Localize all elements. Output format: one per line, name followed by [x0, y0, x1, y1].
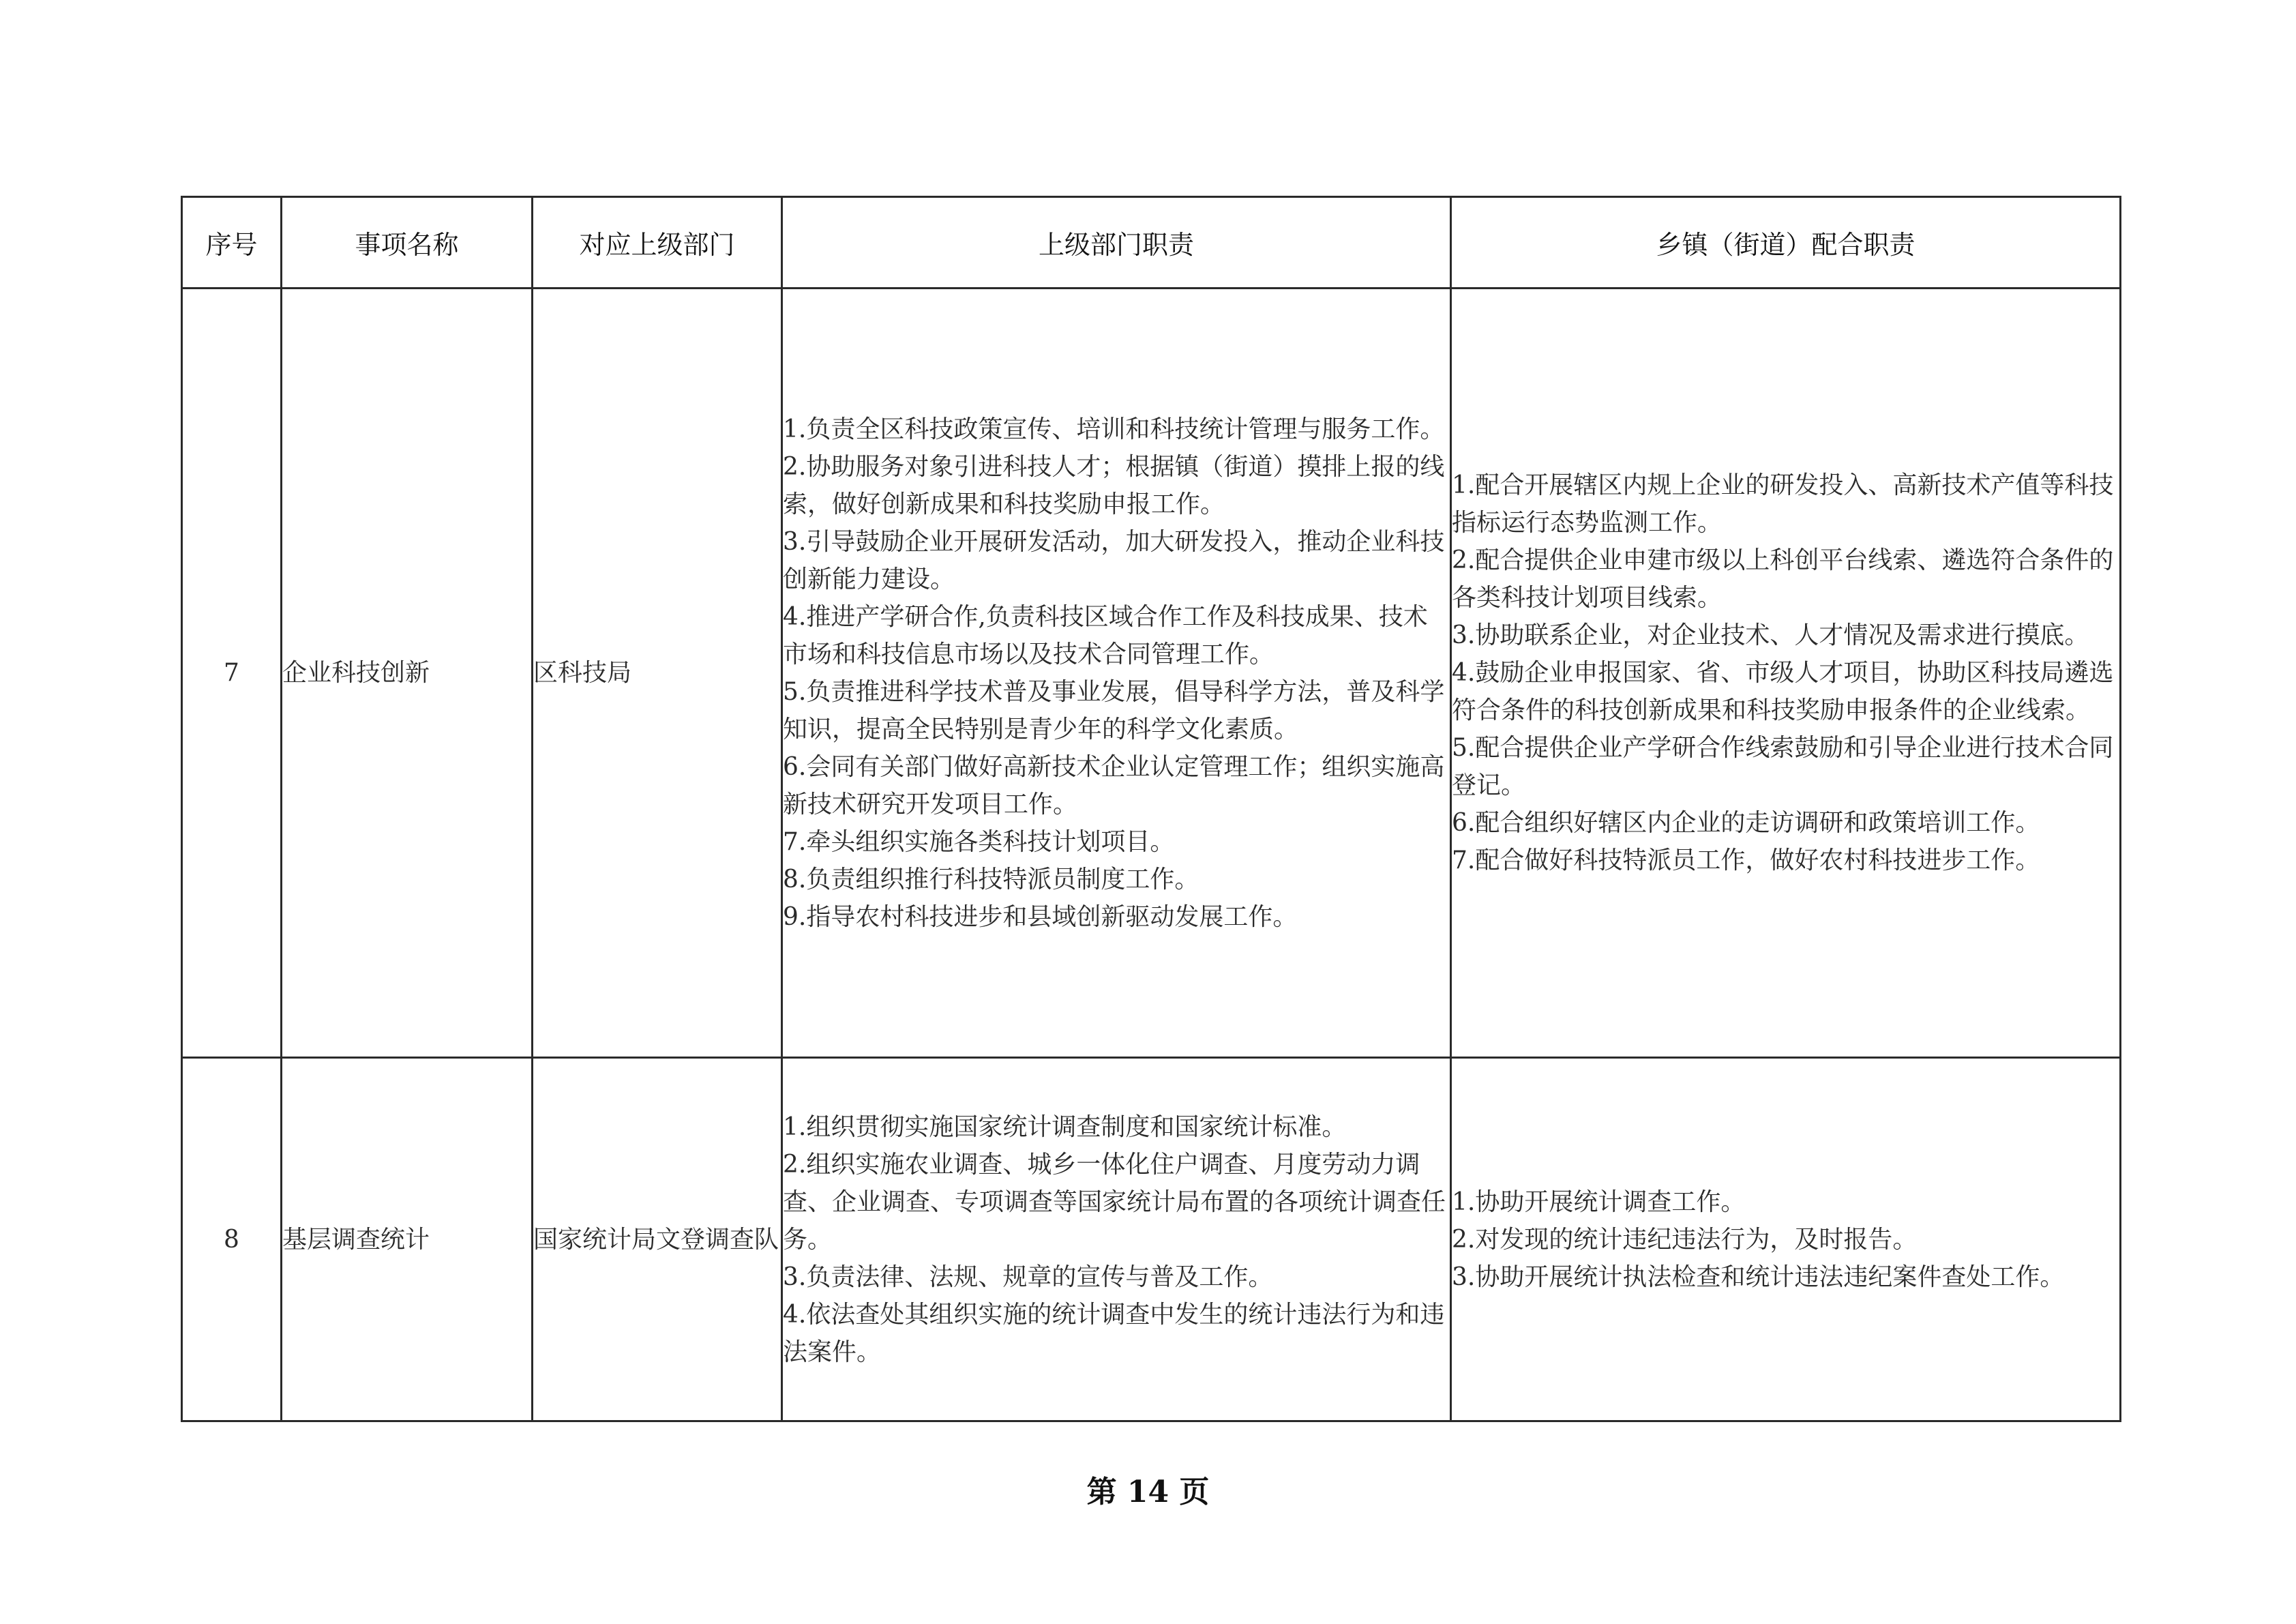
row-item-name: 基层调查统计 [282, 1058, 533, 1421]
table-row [182, 289, 2121, 1058]
header-town-cooperation-duties: 乡镇（街道）配合职责 [1451, 197, 2121, 289]
upper-duty-item: 1.负责全区科技政策宣传、培训和科技统计管理与服务工作。 [783, 415, 1445, 443]
upper-duty-item: 4.依法查处其组织实施的统计调查中发生的统计违法行为和违法案件。 [783, 1300, 1445, 1366]
upper-duty-item: 7.牵头组织实施各类科技计划项目。 [783, 827, 1175, 856]
town-duty-item: 2.配合提供企业申建市级以上科创平台线索、遴选符合条件的各类科技计划项目线索。 [1452, 546, 2114, 612]
duty-table [181, 196, 2121, 1422]
town-duty-item: 3.协助联系企业，对企业技术、人才情况及需求进行摸底。 [1452, 621, 2089, 649]
row-item-name: 企业科技创新 [282, 289, 533, 1058]
town-duty-item: 1.协助开展统计调查工作。 [1452, 1187, 1746, 1216]
header-upper-department-duties: 上级部门职责 [782, 197, 1451, 289]
upper-duty-item: 3.负责法律、法规、规章的宣传与普及工作。 [783, 1263, 1273, 1291]
upper-duty-item: 4.推进产学研合作,负责科技区域合作工作及科技成果、技术市场和科技信息市场以及技术合同管理工作。 [783, 602, 1428, 668]
upper-duty-item: 1.组织贯彻实施国家统计调查制度和国家统计标准。 [783, 1112, 1347, 1141]
upper-duty-item: 8.负责组织推行科技特派员制度工作。 [783, 865, 1199, 894]
row-serial-number: 7 [182, 289, 282, 1058]
row-upper-duties [782, 1058, 1451, 1421]
town-duty-item: 4.鼓励企业申报国家、省、市级人才项目，协助区科技局遴选符合条件的科技创新成果和科技奖励申报条件的企业线索。 [1452, 659, 2114, 724]
header-item-name: 事项名称 [282, 197, 533, 289]
upper-duty-item: 5.负责推进科学技术普及事业发展，倡导科学方法，普及科学知识，提高全民特别是青少年的科学文化素质。 [783, 677, 1445, 743]
upper-duty-item: 9.指导农村科技进步和县域创新驱动发展工作。 [783, 902, 1298, 931]
duty-table-container [181, 196, 2119, 1422]
header-serial-number: 序号 [182, 197, 282, 289]
row-upper-department: 国家统计局文登调查队 [533, 1058, 782, 1421]
town-duty-item: 3.协助开展统计执法检查和统计违法违纪案件查处工作。 [1452, 1263, 2065, 1291]
table-row [182, 1058, 2121, 1421]
row-upper-department: 区科技局 [533, 289, 782, 1058]
upper-duty-item: 6.会同有关部门做好高新技术企业认定管理工作；组织实施高新技术研究开发项目工作。 [783, 752, 1445, 818]
town-duty-item: 2.对发现的统计违纪违法行为，及时报告。 [1452, 1225, 1918, 1254]
town-duty-item: 6.配合组织好辖区内企业的走访调研和政策培训工作。 [1452, 809, 2040, 837]
page-number: 第 14 页 [1086, 1475, 1210, 1509]
upper-duty-item: 2.组织实施农业调查、城乡一体化住户调查、月度劳动力调查、企业调查、专项调查等国家统计局布置的各项统计调查任务。 [783, 1150, 1446, 1254]
upper-duty-item: 2.协助服务对象引进科技人才；根据镇（街道）摸排上报的线索，做好创新成果和科技奖励申报工作。 [783, 452, 1445, 518]
table-header-row [182, 197, 2121, 289]
town-duty-item: 5.配合提供企业产学研合作线索鼓励和引导企业进行技术合同登记。 [1452, 734, 2114, 799]
row-town-duties [1451, 289, 2121, 1058]
upper-duty-item: 3.引导鼓励企业开展研发活动，加大研发投入，推动企业科技创新能力建设。 [783, 527, 1445, 593]
row-serial-number: 8 [182, 1058, 282, 1421]
row-town-duties [1451, 1058, 2121, 1421]
row-upper-duties [782, 289, 1451, 1058]
town-duty-item: 1.配合开展辖区内规上企业的研发投入、高新技术产值等科技指标运行态势监测工作。 [1452, 471, 2114, 537]
town-duty-item: 7.配合做好科技特派员工作，做好农村科技进步工作。 [1452, 846, 2040, 874]
header-upper-department: 对应上级部门 [533, 197, 782, 289]
